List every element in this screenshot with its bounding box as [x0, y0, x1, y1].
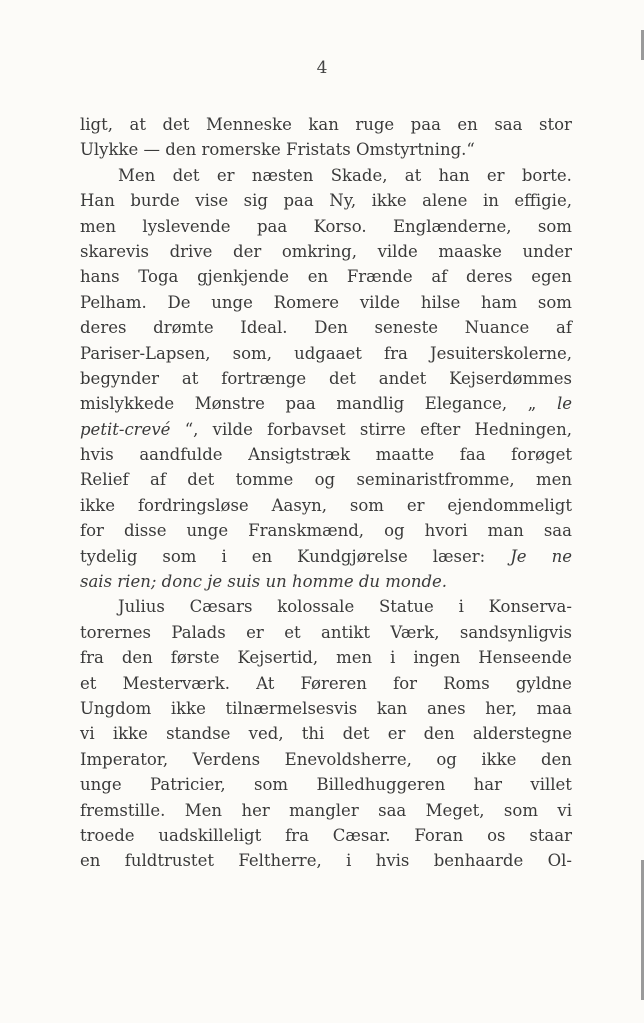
text-word: for	[393, 673, 418, 693]
text-word: men	[80, 216, 117, 236]
text-word: Cæsar.	[332, 825, 391, 845]
text-word: os	[487, 825, 506, 845]
text-word: lyslevende	[142, 216, 231, 236]
text-word: maatte	[375, 445, 435, 465]
text-word: Romere	[273, 292, 340, 312]
text-word: vilde	[212, 419, 253, 439]
text-word: forbavset	[267, 419, 346, 439]
text-word: Franskmænd,	[248, 521, 365, 541]
text-word: benhaarde	[433, 851, 524, 871]
text-word: af	[431, 267, 448, 287]
text-word: ikke	[112, 724, 148, 744]
text-word: Elegance,	[424, 394, 508, 414]
text-word: gyldne	[515, 673, 572, 693]
text-segment: Ulykke — den romerske Fristats Omstyrtning.“	[80, 140, 475, 160]
text-line	[80, 391, 572, 416]
text-word: det	[342, 724, 370, 744]
text-word: kolossale	[277, 597, 355, 617]
text-word: Englænderne,	[393, 216, 512, 236]
text-word: kan	[376, 698, 408, 718]
text-line	[80, 823, 572, 848]
text-line	[80, 214, 572, 239]
text-word: i	[390, 648, 396, 668]
text-word: seneste	[374, 318, 439, 338]
text-word: kan	[308, 115, 339, 134]
text-word: Pelham.	[80, 292, 147, 312]
text-word: paa	[256, 216, 288, 236]
text-word: faa	[459, 445, 486, 465]
text-word: Ny,	[329, 191, 357, 211]
text-word: vilde	[359, 292, 401, 312]
text-line	[80, 721, 572, 746]
text-word: disse	[123, 521, 167, 541]
text-word: som	[503, 800, 538, 820]
text-word: for	[80, 521, 104, 541]
text-word: Værk,	[390, 622, 440, 642]
text-word: i	[458, 597, 464, 617]
text-segment: sais rien; donc je suis un homme du monde.	[80, 572, 448, 592]
text-word: De	[167, 292, 191, 312]
text-word: in	[482, 191, 499, 211]
text-word: Pariser-Lapsen,	[80, 343, 211, 363]
text-word: ikke	[80, 495, 116, 515]
text-word: forøget	[511, 445, 572, 465]
text-word: uadskilleligt	[158, 825, 262, 845]
text-word: maaske	[438, 241, 502, 261]
text-word: ne	[551, 546, 572, 566]
text-word: her,	[485, 698, 517, 718]
text-line	[80, 620, 572, 645]
text-word: sig	[243, 191, 268, 211]
text-word: Kundgjørelse	[297, 546, 408, 566]
text-word: det	[172, 165, 200, 185]
text-line	[80, 315, 572, 340]
text-word: Mesterværk.	[122, 673, 230, 693]
text-word: ikke	[481, 749, 517, 769]
text-word: troede	[80, 825, 135, 845]
text-word: antikt	[321, 622, 371, 642]
text-word: Toga	[138, 267, 179, 287]
text-word: stirre	[359, 419, 406, 439]
text-line	[80, 645, 572, 670]
text-word: men	[535, 470, 572, 490]
text-line	[80, 467, 572, 492]
text-word: vi	[557, 800, 572, 820]
text-word: Roms	[443, 673, 490, 693]
text-word: det	[162, 115, 190, 134]
text-word: har	[473, 775, 502, 795]
text-word: fra	[384, 343, 408, 363]
text-line	[80, 544, 572, 569]
text-word: udgaaet	[294, 343, 362, 363]
text-word: vilde	[377, 241, 418, 261]
text-word: den	[423, 724, 455, 744]
text-word: alderstegne	[472, 724, 572, 744]
text-word: drømte	[153, 318, 214, 338]
text-word: deres	[80, 318, 127, 338]
text-word: at	[129, 115, 146, 134]
text-word: maa	[536, 698, 572, 718]
text-word: Konserva-	[488, 597, 572, 617]
text-word: drive	[169, 241, 213, 261]
text-word: den	[540, 749, 572, 769]
text-word: saa	[378, 800, 407, 820]
text-word: som	[349, 495, 384, 515]
text-word: gjenkjende	[197, 267, 289, 287]
text-line	[80, 112, 572, 137]
text-word: et	[80, 673, 97, 693]
text-word: seminaristfromme,	[356, 470, 515, 490]
text-word: som,	[232, 343, 272, 363]
text-word: Patricier,	[150, 775, 226, 795]
text-word: skarevis	[80, 241, 150, 261]
text-word: det	[328, 368, 356, 388]
text-word: en	[251, 546, 273, 566]
text-word: Men	[118, 165, 156, 185]
text-word: Feltherre,	[238, 851, 322, 871]
text-word: er	[486, 165, 505, 185]
text-line	[80, 518, 572, 543]
text-word: tydelig	[80, 546, 138, 566]
text-word: Skade,	[330, 165, 388, 185]
text-word: at	[404, 165, 422, 185]
text-word: Cæsars	[189, 597, 253, 617]
text-line	[80, 290, 572, 315]
text-word: paa	[410, 115, 441, 134]
text-word: den	[121, 648, 153, 668]
text-word: er	[387, 724, 406, 744]
text-word: burde	[130, 191, 180, 211]
text-word: ved,	[248, 724, 284, 744]
text-word: at	[181, 368, 199, 388]
text-line	[80, 366, 572, 391]
text-word: Meget,	[425, 800, 485, 820]
text-word: første	[170, 648, 220, 668]
text-word: “,	[184, 419, 199, 439]
text-word: fremstille.	[80, 800, 166, 820]
text-word: og	[436, 749, 457, 769]
text-word: unge	[80, 775, 122, 795]
text-word: en	[457, 115, 478, 134]
text-word: andet	[378, 368, 427, 388]
text-word: Relief	[80, 470, 129, 490]
text-word: sandsynligvis	[459, 622, 572, 642]
text-word: aandfulde	[139, 445, 223, 465]
text-word: i	[221, 546, 227, 566]
text-word: Hedningen,	[474, 419, 572, 439]
text-word: hvis	[80, 445, 114, 465]
text-word: Julius	[118, 597, 165, 617]
text-word: som	[537, 216, 572, 236]
text-word: mandlig	[336, 394, 405, 414]
text-line	[80, 696, 572, 721]
text-line	[80, 442, 572, 467]
text-line	[80, 417, 572, 442]
text-word: ham	[481, 292, 518, 312]
text-line	[80, 493, 572, 518]
text-word: staar	[529, 825, 572, 845]
text-word: Jesuiterskolerne,	[430, 343, 572, 363]
text-word: hvis	[375, 851, 410, 871]
text-word: Palads	[171, 622, 226, 642]
text-word: villet	[530, 775, 572, 795]
text-word: Korso.	[313, 216, 367, 236]
text-word: hilse	[420, 292, 461, 312]
text-segment: le	[556, 394, 572, 414]
text-word: Statue	[379, 597, 434, 617]
text-word: At	[256, 673, 275, 693]
text-word: Kejserdømmes	[449, 368, 572, 388]
text-word: næsten	[251, 165, 314, 185]
text-word: der	[233, 241, 262, 261]
text-word: er	[246, 622, 264, 642]
text-word: unge	[186, 521, 229, 541]
text-segment: petit-crevé	[80, 419, 171, 439]
text-word: i	[346, 851, 352, 871]
text-line	[80, 848, 572, 873]
text-word: mangler	[289, 800, 359, 820]
text-word: Menneske	[205, 115, 292, 134]
text-word: omkring,	[281, 241, 357, 261]
text-word: Imperator,	[80, 749, 169, 769]
text-word: Kejsertid,	[237, 648, 319, 668]
text-word: fordringsløse	[137, 495, 249, 515]
text-word: torernes	[80, 622, 151, 642]
text-word: som	[537, 292, 572, 312]
text-line	[80, 163, 572, 188]
text-word: et	[284, 622, 301, 642]
text-word: begynder	[80, 368, 160, 388]
text-line	[80, 594, 572, 619]
text-word: mislykkede	[80, 394, 175, 414]
text-word: anes	[426, 698, 466, 718]
text-word: som	[254, 775, 289, 795]
text-word: Henseende	[478, 648, 572, 668]
text-word: „	[527, 394, 537, 414]
text-word: tilnærmelsesvis	[225, 698, 358, 718]
text-word: thi	[301, 724, 325, 744]
text-word: Enevoldsherre,	[284, 749, 412, 769]
text-word: ejendommeligt	[447, 495, 572, 515]
text-word: paa	[285, 394, 316, 414]
text-word: under	[522, 241, 572, 261]
text-word: ikke	[371, 191, 407, 211]
text-word: en	[307, 267, 329, 287]
text-word: vise	[195, 191, 229, 211]
text-word: Nuance	[464, 318, 530, 338]
text-word: Mønstre	[194, 394, 265, 414]
text-word: af	[556, 318, 572, 338]
text-word: er	[406, 495, 425, 515]
text-word: en	[80, 851, 101, 871]
text-word: og	[384, 521, 405, 541]
text-word: her	[241, 800, 270, 820]
text-word: det	[187, 470, 215, 490]
text-word: saa	[543, 521, 572, 541]
text-word: Foran	[414, 825, 464, 845]
text-word: hvori	[424, 521, 468, 541]
text-word: ikke	[170, 698, 206, 718]
text-word: Je	[510, 546, 527, 566]
text-word: Ideal.	[240, 318, 288, 338]
text-word: vi	[80, 724, 95, 744]
text-word: borte.	[521, 165, 572, 185]
text-word: Aasyn,	[271, 495, 328, 515]
text-word: saa	[494, 115, 523, 134]
text-word: og	[314, 470, 336, 490]
text-line	[80, 798, 572, 823]
text-word: Men	[184, 800, 223, 820]
text-word: Billedhuggeren	[316, 775, 446, 795]
text-word: alene	[422, 191, 468, 211]
text-word: fuldtrustet	[124, 851, 214, 871]
text-word: fra	[80, 648, 104, 668]
text-word: paa	[283, 191, 314, 211]
text-line	[80, 188, 572, 213]
text-line	[80, 137, 572, 162]
text-word: effigie,	[514, 191, 572, 211]
body-text	[80, 112, 572, 874]
text-word: men	[336, 648, 373, 668]
text-word: deres	[466, 267, 513, 287]
text-word: tomme	[235, 470, 294, 490]
text-word: ingen	[413, 648, 461, 668]
text-line	[80, 341, 572, 366]
text-word: man	[487, 521, 524, 541]
text-word: stor	[538, 115, 572, 134]
text-line	[80, 747, 572, 772]
text-line	[80, 569, 572, 594]
text-word: hans	[80, 267, 120, 287]
text-word: egen	[531, 267, 572, 287]
text-word: ligt,	[80, 115, 113, 134]
text-word: Verdens	[192, 749, 261, 769]
text-word: Han	[80, 191, 115, 211]
text-word: Den	[314, 318, 348, 338]
text-word: Frænde	[346, 267, 413, 287]
text-line	[80, 772, 572, 797]
text-line	[80, 239, 572, 264]
text-word: ruge	[355, 115, 395, 134]
text-word: Ol-	[547, 851, 572, 871]
text-word: unge	[211, 292, 253, 312]
text-word: er	[216, 165, 235, 185]
text-word: læser:	[432, 546, 486, 566]
page-number: 4	[316, 58, 328, 78]
text-line	[80, 264, 572, 289]
text-word: efter	[420, 419, 461, 439]
text-word: fra	[285, 825, 309, 845]
text-line	[80, 671, 572, 696]
text-word: Føreren	[300, 673, 367, 693]
text-word: Ansigtstræk	[248, 445, 351, 465]
text-word: han	[438, 165, 470, 185]
text-word: af	[149, 470, 166, 490]
text-word: standse	[166, 724, 231, 744]
text-word: som	[162, 546, 197, 566]
text-word: fortrænge	[221, 368, 307, 388]
text-word: Ungdom	[80, 698, 152, 718]
